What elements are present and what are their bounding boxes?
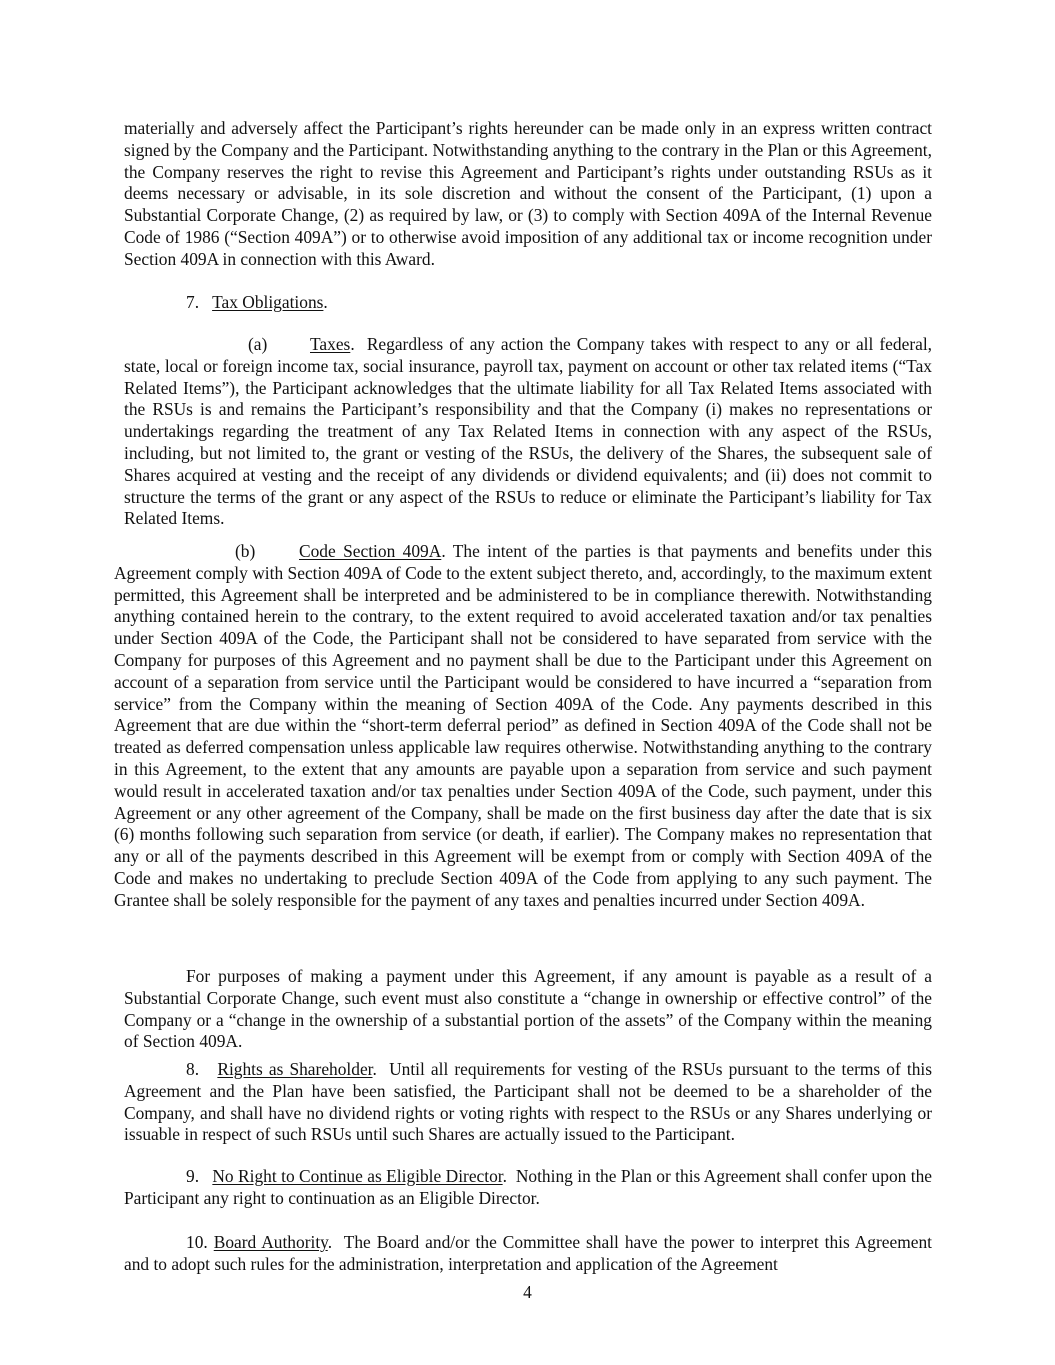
section-7a-paragraph: (a) Taxes. Regardless of any action the Company takes with respect to any or all federal, state, local or foreign income tax, social insurance, payroll tax, payment on account or other tax related items (“Tax Related Items”), the Participant acknowledges that the ultimate liability for all Tax Related Items associated with the RSUs is and remains the Participant’s responsibility and that the Company (i) makes no representations or undertakings regarding the treatment of any Tax Related Items in connection with any aspect of the RSUs, including, but not limited to, the grant or vesting of the RSUs, the delivery of the Shares, the subsequent sale of Shares acquired at vesting and the receipt of any dividends or dividend equivalents; and (ii) does not commit to structure the terms of the grant or any aspect of the RSUs to reduce or eliminate the Participant’s liability for Tax Related Items. [124,334,933,529]
intro-paragraph [124,118,932,271]
section-10-number: 10. [186,1232,208,1252]
section-8-number: 8. [186,1059,200,1079]
section-7a-text: Regardless of any action the Company takes with respect to any or all federal, state, local or foreign income tax, social insurance, payroll tax, payment on account or other tax related items (“Tax Related Items”), the Participant acknowledges that the ultimate liability for all Tax Related Items associated with the RSUs is and remains the Participant’s responsibility and that the Company (i) makes no representations or undertakings regarding the treatment of any Tax Related Items in connection with any aspect of the RSUs, including, but not limited to, the grant or vesting of the RSUs, the delivery of the Shares, the subsequent sale of Shares acquired at vesting and the receipt of any dividends or dividend equivalents; and (ii) does not commit to structure the terms of the grant or any aspect of the RSUs to reduce or eliminate the Participant’s liability for Tax Related Items. [124,334,933,529]
section-7-number: 7. [186,292,200,312]
section-8-paragraph: 8. Rights as Shareholder. Until all requirements for vesting of the RSUs pursuant to the terms of this Agreement and the Plan have been satisfied, the Participant shall not be deemed to be a shareholder of the Company, and shall have no dividend rights or voting rights with respect to the RSUs or any Shares underlying or issuable in respect of such RSUs until such Shares are actually issued to the Participant. [124,1059,932,1145]
section-7b-title: Code Section 409A [299,541,442,561]
section-7a-label: (a) [248,334,268,354]
section-8-title: Rights as Shareholder [217,1059,373,1079]
section-10-text: The Board and/or the Committee shall have the power to interpret this Agreement and to adopt such rules for the administration, interpretation and application of the Agreement [124,1232,932,1274]
section-7-title: Tax Obligations [212,292,324,312]
purposes-text: For purposes of making a payment under this Agreement, if any amount is payable as a result of a Substantial Corporate Change, such event must also constitute a “change in ownership or effective control” of the Company or a “change in the ownership of a substantial portion of the assets” of the Company within the meaning of Section 409A. [124,966,932,1052]
section-7-heading: 7. Tax Obligations. [186,292,328,312]
section-10-paragraph: 10. Board Authority. The Board and/or the Committee shall have the power to interpret this Agreement and to adopt such rules for the administration, interpretation and application of the Agreement [124,1232,932,1274]
section-8-text: Until all requirements for vesting of the RSUs pursuant to the terms of this Agreement and the Plan have been satisfied, the Participant shall not be deemed to be a shareholder of the Company, and shall have no dividend rights or voting rights with respect to the RSUs or any Shares underlying or issuable in respect of such RSUs until such Shares are actually issued to the Participant. [124,1059,932,1145]
section-9-text: Nothing in the Plan or this Agreement shall confer upon the Participant any right to continuation as an Eligible Director. [124,1166,933,1208]
purposes-paragraph [124,966,932,1053]
page-number: 4 [523,1282,532,1302]
section-9-title: No Right to Continue as Eligible Director [212,1166,503,1186]
intro-text: materially and adversely affect the Participant’s rights hereunder can be made only in an express written contract signed by the Company and the Participant. Notwithstanding anything to the contrary in the Plan or this Agreement, the Company reserves the right to revise this Agreement and Participant’s rights under outstanding RSUs as it deems necessary or advisable, in its sole discretion and without the consent of the Participant, (1) upon a Substantial Corporate Change, (2) as required by law, or (3) to comply with Section 409A of the Internal Revenue Code of 1986 (“Section 409A”) or to otherwise avoid imposition of any additional tax or income recognition under Section 409A in connection with this Award. [124,118,932,269]
section-7a-title: Taxes [310,334,351,354]
section-9-paragraph: 9. No Right to Continue as Eligible Director. Nothing in the Plan or this Agreement shall confer upon the Participant any right to continuation as an Eligible Director. [124,1166,933,1208]
section-7b-paragraph: (b) Code Section 409A. The intent of the parties is that payments and benefits under this Agreement comply with Section 409A of Code to the extent subject thereto, and, accordingly, to the maximum extent permitted, this Agreement shall be interpreted and be administered to be in compliance therewith. Notwithstanding anything contained herein to the contrary, to the extent required to avoid accelerated taxation and/or tax penalties under Section 409A of the Code, the Participant shall not be considered to have separated from service with the Company for purposes of this Agreement and no payment shall be due to the Participant under this Agreement on account of a separation from service until the Participant would be considered to have incurred a “separation from service” from the Company within the meaning of Section 409A of the Code. Any payments described in this Agreement that are due within the “short-term deferral period” as defined in Section 409A of the Code shall not be treated as deferred compensation unless applicable law requires otherwise. Notwithstanding anything to the contrary in this Agreement, to the extent that any amounts are payable upon a separation from service and such payment would result in accelerated taxation and/or tax penalties under Section 409A of the Code, such payment, under this Agreement or any other agreement of the Company, shall be made on the first business day after the date that is six (6) months following such separation from service (or death, if earlier). The Company makes no representation that any or all of the payments described in this Agreement will be exempt from or comply with Section 409A of the Code and makes no undertaking to preclude Section 409A of the Code from applying to any such payment. The Grantee shall be solely responsible for the payment of any taxes and penalties incurred under Section 409A. [114,541,933,910]
section-7b-label: (b) [235,541,256,561]
section-10-title: Board Authority [213,1232,328,1252]
section-7b-text: The intent of the parties is that payments and benefits under this Agreement comply with Section 409A of Code to the extent subject thereto, and, accordingly, to the maximum extent permitted, this Agreement shall be interpreted and be administered to be in compliance therewith. Notwithstanding anything contained herein to the contrary, to the extent required to avoid accelerated taxation and/or tax penalties under Section 409A of the Code, the Participant shall not be considered to have separated from service with the Company for purposes of this Agreement and no payment shall be due to the Participant under this Agreement on account of a separation from service until the Participant would be considered to have incurred a “separation from service” from the Company within the meaning of Section 409A of the Code. Any payments described in this Agreement that are due within the “short-term deferral period” as defined in Section 409A of the Code shall not be treated as deferred compensation unless applicable law requires otherwise. Notwithstanding anything to the contrary in this Agreement, to the extent that any amounts are payable upon a separation from service and such payment would result in accelerated taxation and/or tax penalties under Section 409A of the Code, such payment, under this Agreement or any other agreement of the Company, shall be made on the first business day after the date that is six (6) months following such separation from service (or death, if earlier). The Company makes no representation that any or all of the payments described in this Agreement will be exempt from or comply with Section 409A of the Code and makes no undertaking to preclude Section 409A of the Code from applying to any such payment. The Grantee shall be solely responsible for the payment of any taxes and penalties incurred under Section 409A. [114,541,933,910]
section-9-number: 9. [186,1166,200,1186]
